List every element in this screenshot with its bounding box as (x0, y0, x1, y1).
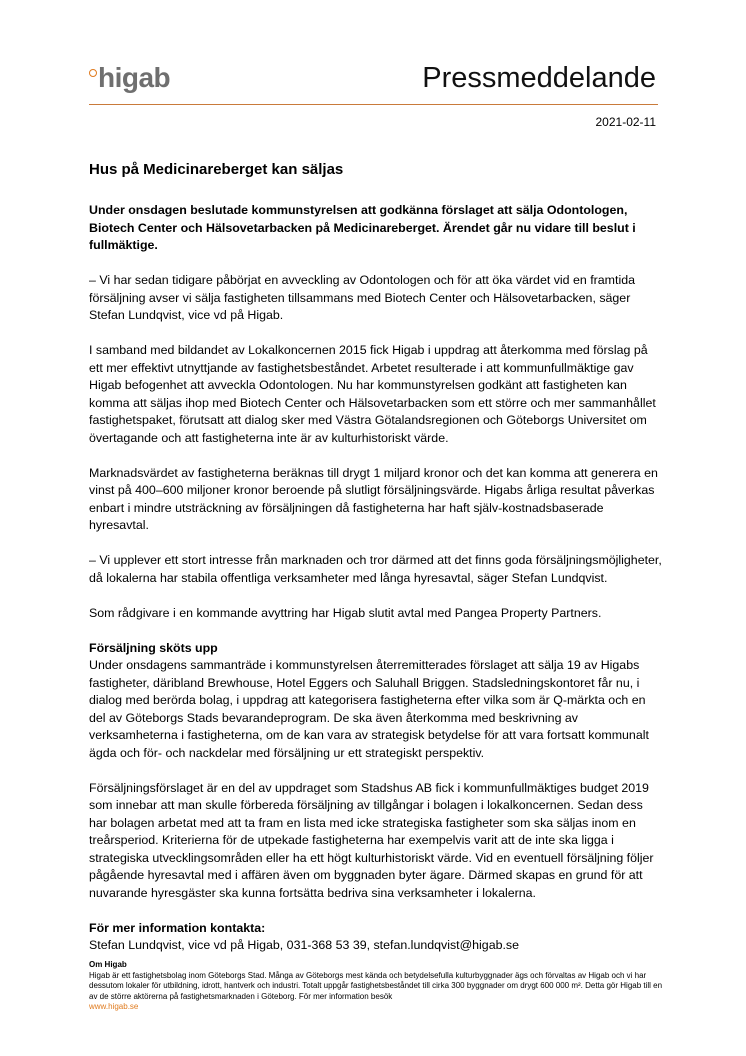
logo-dot-icon (89, 69, 97, 77)
release-date: 2021-02-11 (595, 115, 656, 129)
page-title: Pressmeddelande (422, 62, 656, 94)
article-paragraph: – Vi upplever ett stort intresse från marknaden och tror därmed att det finns goda försäljningsmöjligheter, då lokalerna har stabila offentliga verksamheter med långa hyresavtal, säger Stefan Lundqvist. (89, 553, 662, 585)
article-paragraph: Som rådgivare i en kommande avyttring har Higab slutit avtal med Pangea Property Partners. (89, 605, 602, 620)
footer-website-link[interactable]: www.higab.se (89, 1002, 139, 1011)
article-lead: Under onsdagen beslutade kommunstyrelsen att godkänna förslaget att sälja Odontologen, Biotech Center och Hälsovetarbacken på Medicinareberget. Ärendet går nu vidare till beslut i fullmäktige. (89, 203, 636, 252)
article-paragraph: I samband med bildandet av Lokalkoncernen 2015 fick Higab i uppdrag att återkomma med förslag på ett mer effektivt utnyttjande av fastighetsbeståndet. Arbetet resulterade i att kommunfullmäktige gav Higab befogenhet att avveckla Odontologen. Nu har kommunstyrelsen godkänt att fastigheten kan komma att säljas ihop med Biotech Center och Hälsovetarbacken som ett större och mer sammanhållet fastighetspaket, förutsatt att dialog sker med Västra Götalandsregionen och Göteborgs Universitet om övertagande och att fastigheterna inte är av kulturhistoriskt värde. (89, 343, 656, 445)
header-divider (89, 104, 658, 105)
logo-text: higab (98, 62, 171, 93)
section-paragraph: Under onsdagens sammanträde i kommunstyrelsen återremitterades förslaget att sälja 19 av Higabs fastigheter, däribland Brewhouse, Hotel Eggers och Saluhall Briggen. Stadsledningskontoret får nu, i dialog med berörda bolag, i uppdrag att kategorisera fastigheterna efter vilka som är Q-märkta och en del av Göteborgs Stads bevarandeprogram. De ska även återkomma med beskrivning av verksamheterna i fastigheterna, om de kan vara av strategisk betydelse för att vara fortsatt kommunalt ägda och för- och nackdelar med försäljning ur ett strategiskt perspektiv. (89, 658, 649, 760)
article-title: Hus på Medicinareberget kan säljas (89, 161, 344, 178)
article-body (89, 160, 664, 972)
section-heading: Försäljning sköts upp (89, 640, 218, 655)
article-paragraph: Marknadsvärdet av fastigheterna beräknas till drygt 1 miljard kronor och det kan komma att generera en vinst på 400–600 miljoner kronor beroende på slutligt försäljningsvärde. Higabs årliga resultat påverkas enbart i mindre utsträckning av försäljningen då fastigheterna har haft själv-kostnadsbaserade hyresavtal. (89, 465, 658, 532)
footer (89, 960, 664, 1013)
article-paragraph: – Vi har sedan tidigare påbörjat en avveckling av Odontologen och för att öka värdet vid en framtida försäljning avser vi sälja fastigheten tillsammans med Biotech Center och Hälsovetarbacken, säger Stefan Lundqvist, vice vd på Higab. (89, 273, 635, 322)
contact-heading: För mer information kontakta: (89, 920, 266, 935)
contact-line: Stefan Lundqvist, vice vd på Higab, 031-368 53 39, stefan.lundqvist@higab.se (89, 938, 520, 952)
footer-text: Higab är ett fastighetsbolag inom Göteborgs Stad. Många av Göteborgs mest kända och betydelsefulla kulturbyggnader ägs och förvaltas av Higab och vi har dessutom lokaler för utbildning, idrott, hantverk och industri. Totalt uppgår fastighetsbeståndet till cirka 300 byggnader om drygt 600 000 m². Detta gör Higab till en av de större aktörerna på fastighetsmarknaden i Göteborg. För mer information besök (89, 970, 663, 1001)
footer-heading: Om Higab (89, 960, 127, 969)
section-paragraph: Försäljningsförslaget är en del av uppdraget som Stadshus AB fick i kommunfullmäktiges budget 2019 som innebar att man skulle förbereda försäljning av tillgångar i bolagen i lokalkoncernen. Sedan dess har bolagen arbetat med att ta fram en lista med icke strategiska fastigheter som ska säljas inom en treårsperiod. Kriterierna för de utpekade fastigheterna har exempelvis varit att de inte ska ligga i strategiska utvecklingsområden eller ha ett högt kulturhistoriskt värde. Vid en eventuell försäljning följer pågående hyresavtal med i affären även om byggnaden byter ägare. Därmed skapas en grund för att nuvarande hyresgäster ska kunna fortsätta bedriva sina verksamheter i lokalerna. (89, 780, 654, 900)
